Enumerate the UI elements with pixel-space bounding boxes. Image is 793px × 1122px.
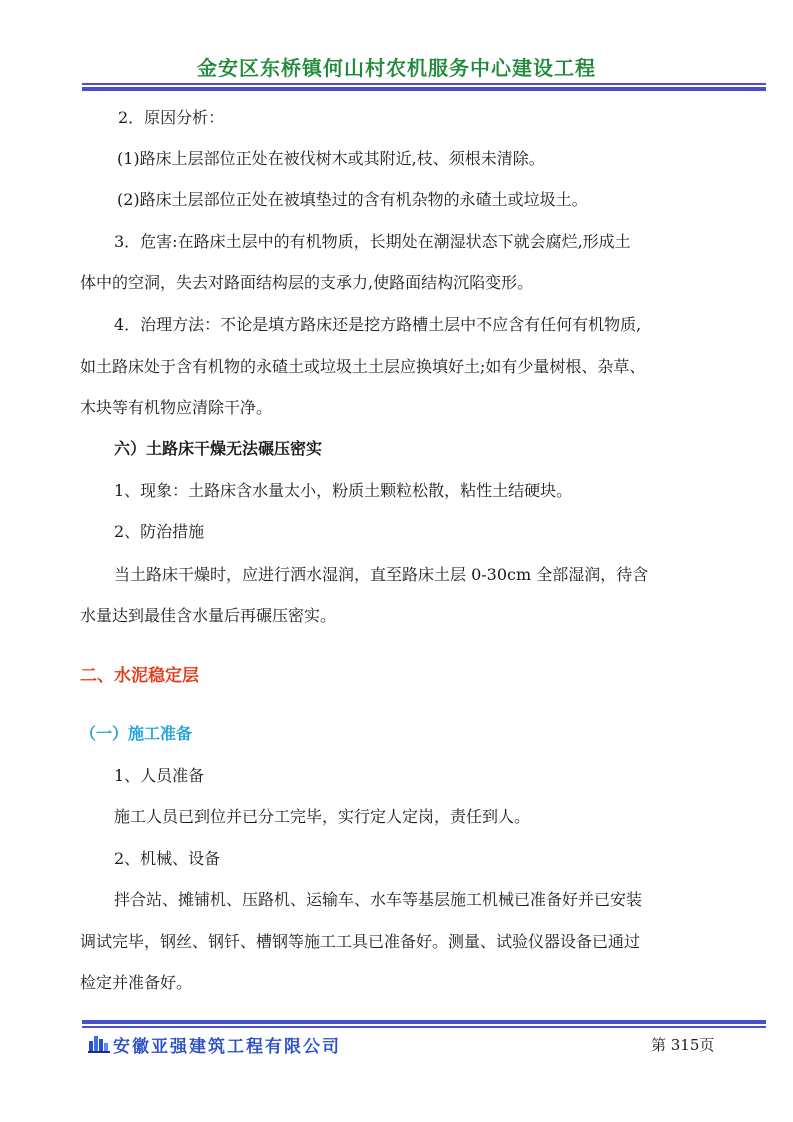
paragraph-phenomenon: 1、现象：土路床含水量太小，粉质土颗粒松散，粘性土结硬块。 [114,481,573,500]
paragraph-treatment-line-1: 4．治理方法：不论是填方路床还是挖方路槽土层中不应含有任何有机物质, [114,315,642,334]
paragraph-cause-1: (1)路床上层部位正处在被伐树木或其附近,枝、须根未清除。 [117,149,545,168]
paragraph-treatment-line-2: 如土路床处于含有机物的永碴土或垃圾土土层应换填好土;如有少量树根、杂草、 [80,357,646,376]
paragraph-harm-line-1: 3．危害:在路床土层中的有机物质，长期处在潮湿状态下就会腐烂,形成土 [114,232,631,251]
footer-rule-thin [82,1026,766,1028]
paragraph-cause-2: (2)路床土层部位正处在被填垫过的含有机杂物的永碴土或垃圾土。 [117,190,588,209]
paragraph-equipment-heading: 2、机械、设备 [114,849,221,868]
paragraph-treatment-line-3: 木块等有机物应清除干净。 [80,398,273,417]
paragraph-prevention-line-2: 水量达到最佳含水量后再碾压密实。 [80,606,337,625]
paragraph-personnel: 施工人员已到位并已分工完毕，实行定人定岗，责任到人。 [114,807,531,826]
footer-rule-thick [82,1020,766,1024]
paragraph-equipment-line-1: 拌合站、摊铺机、压路机、运输车、水车等基层施工机械已准备好并已安装 [114,890,643,909]
paragraph-harm-line-2: 体中的空洞，失去对路面结构层的支承力,使路面结构沉陷变形。 [80,273,534,292]
paragraph-equipment-line-2: 调试完毕，钢丝、钢钎、槽钢等施工工具已准备好。测量、试验仪器设备已通过 [80,932,641,951]
paragraph-equipment-line-3: 检定并准备好。 [80,973,193,992]
paragraph-prevention-line-1: 当土路床干燥时，应进行洒水湿润，直至路床土层 0-30cm 全部湿润，待含 [114,565,649,584]
company-logo-icon [88,1033,110,1053]
paragraph-prevention-heading: 2、防治措施 [114,522,205,541]
company-name: 安徽亚强建筑工程有限公司 [113,1037,341,1057]
paragraph-personnel-heading: 1、人员准备 [114,766,205,785]
page-number: 第 315页 [651,1036,715,1054]
subsection-heading-preparation: （一）施工准备 [80,724,193,743]
header-rule-thick [82,87,766,91]
section-heading-cement-stabilized: 二、水泥稳定层 [80,666,199,686]
header-rule-thin [82,83,766,85]
paragraph-cause-heading: 2．原因分析： [118,108,225,127]
document-title: 金安区东桥镇何山村农机服务中心建设工程 [197,56,596,80]
subsection-heading-dry-subgrade: 六）土路床干燥无法碾压密实 [114,439,323,458]
